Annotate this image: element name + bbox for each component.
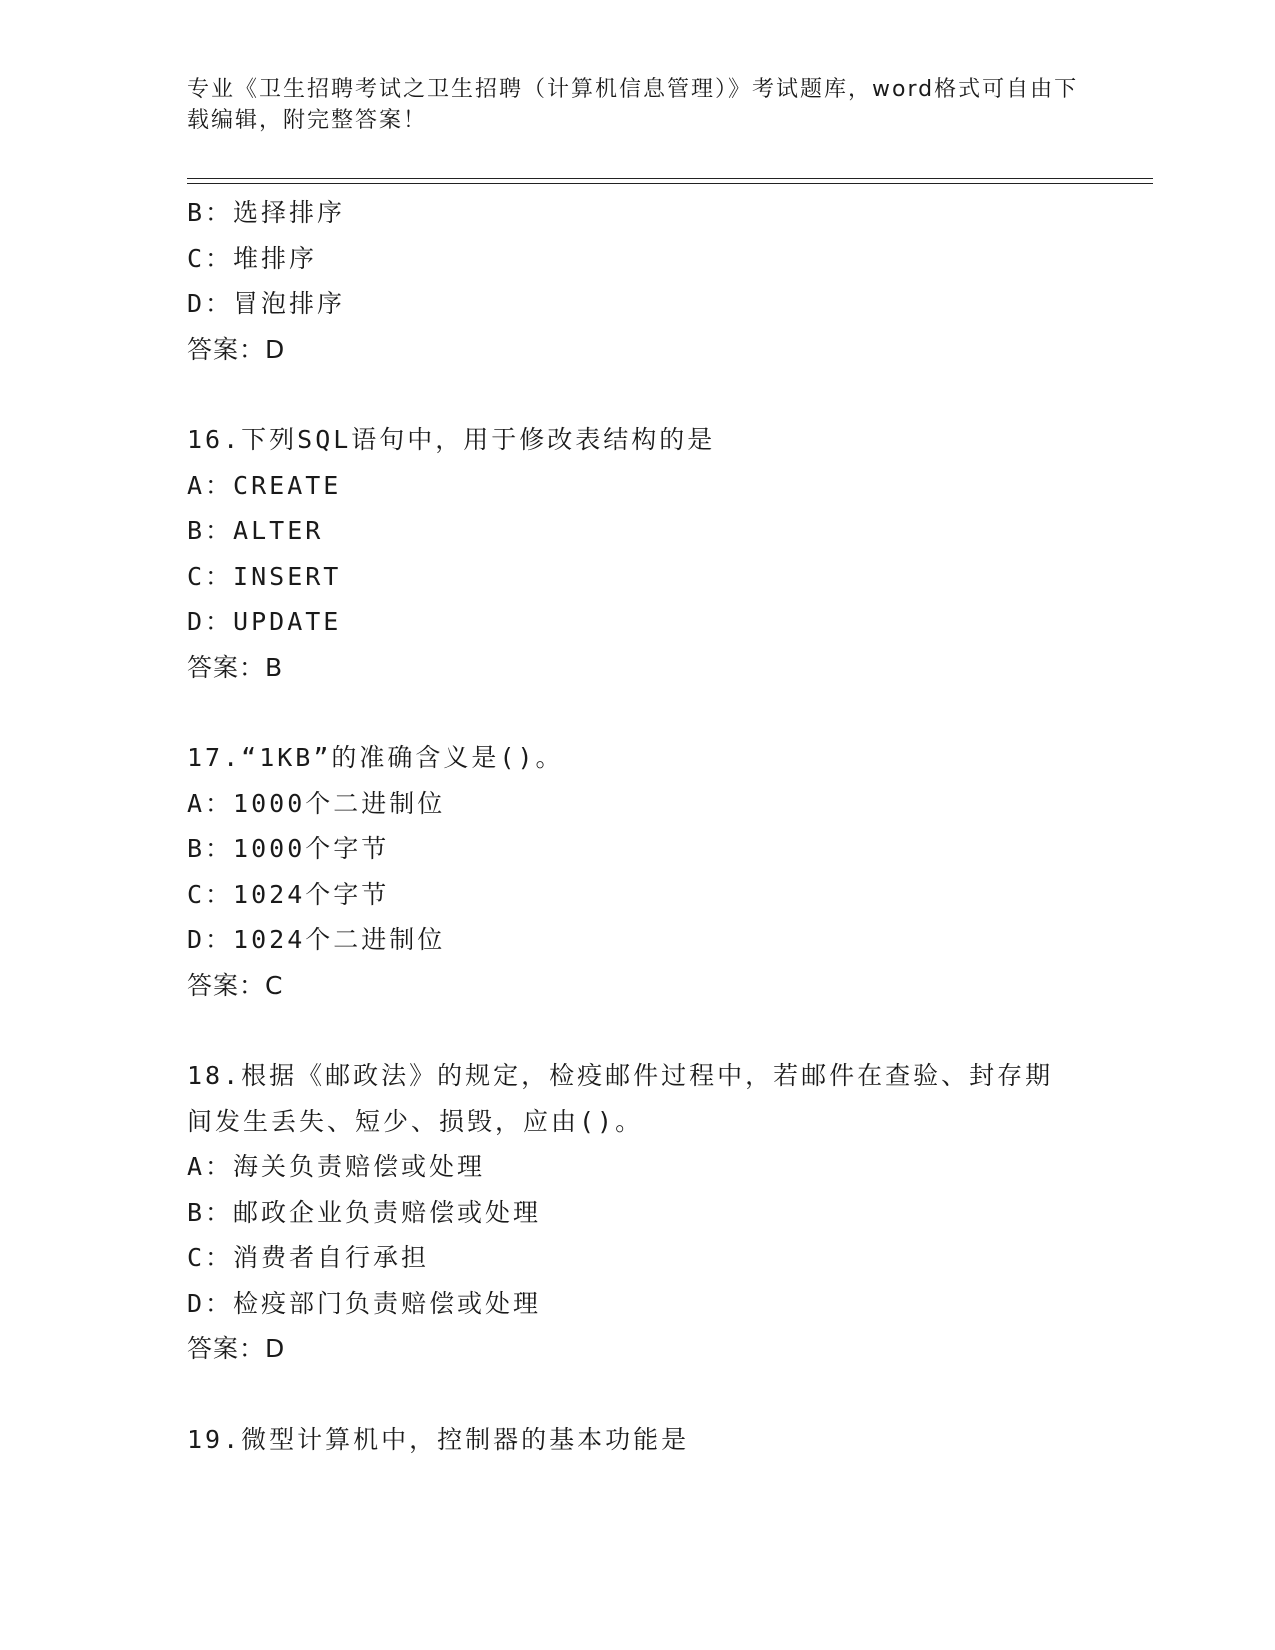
option-b: B：ALTER — [187, 516, 324, 545]
question-15-carryover — [187, 190, 1087, 372]
option-a: A：1000个二进制位 — [187, 788, 446, 818]
option-c: C：1024个字节 — [187, 879, 390, 909]
question-stem: 19.微型计算机中，控制器的基本功能是 — [187, 1424, 690, 1454]
question-17 — [187, 735, 1087, 1008]
option-c: C：堆排序 — [187, 243, 318, 273]
option-a: A：海关负责赔偿或处理 — [187, 1152, 486, 1181]
question-18 — [187, 1053, 1087, 1372]
question-stem: 16.下列SQL语句中，用于修改表结构的是 — [187, 425, 716, 454]
option-d: D：1024个二进制位 — [187, 925, 446, 954]
answer-line: 答案：D — [187, 1334, 286, 1363]
answer-line: 答案：D — [187, 334, 286, 364]
option-d: D：检疫部门负责赔偿或处理 — [187, 1288, 542, 1318]
question-stem: 18.根据《邮政法》的规定，检疫邮件过程中，若邮件在查验、封存期间发生丢失、短少、损毁，应由()。 — [187, 1061, 1054, 1136]
header-rule-bottom — [187, 183, 1153, 184]
answer-line: 答案：B — [187, 652, 284, 682]
header-text: 专业《卫生招聘考试之卫生招聘（计算机信息管理）》考试题库，word格式可自由下载编辑，附完整答案！ — [187, 77, 1079, 133]
header-rule-top — [187, 178, 1153, 179]
document-body — [187, 190, 1087, 1462]
option-a: A：CREATE — [187, 470, 342, 500]
option-b: B：邮政企业负责赔偿或处理 — [187, 1197, 542, 1227]
option-b: B：1000个字节 — [187, 834, 390, 863]
question-19 — [187, 1417, 1087, 1463]
question-stem: 17.“1KB”的准确含义是()。 — [187, 743, 564, 772]
answer-line: 答案：C — [187, 970, 284, 1000]
option-d: D：冒泡排序 — [187, 289, 346, 318]
option-c: C：INSERT — [187, 561, 342, 591]
option-b: B：选择排序 — [187, 198, 346, 227]
question-16 — [187, 417, 1087, 690]
document-header — [187, 74, 1087, 136]
option-d: D：UPDATE — [187, 607, 342, 636]
option-c: C：消费者自行承担 — [187, 1243, 430, 1272]
